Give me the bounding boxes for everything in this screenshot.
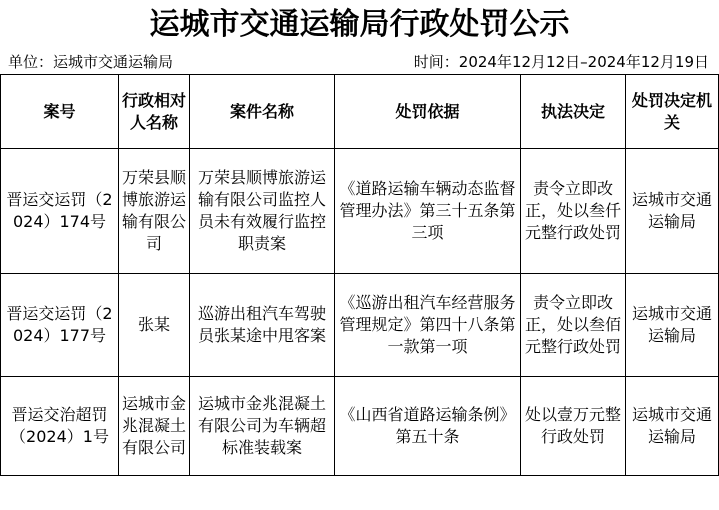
publication-period: 时间：2024年12月12日–2024年12月19日 — [413, 53, 709, 71]
cell-authority: 运城市交通运输局 — [626, 377, 719, 476]
table-row — [1, 149, 719, 274]
cell-case-no: 晋运交运罚（2024）177号 — [1, 274, 119, 377]
header-decision: 执法决定 — [521, 75, 626, 149]
cell-case-name: 万荣县顺博旅游运输有限公司监控人员未有效履行监控职责案 — [190, 149, 335, 274]
header-party: 行政相对人名称 — [119, 75, 190, 149]
issuing-unit: 单位：运城市交通运输局 — [8, 53, 174, 71]
table-row — [1, 377, 719, 476]
table-header-row — [1, 75, 719, 149]
cell-case-no: 晋运交运罚（2024）174号 — [1, 149, 119, 274]
cell-basis: 《巡游出租汽车经营服务管理规定》第四十八条第一款第一项 — [335, 274, 521, 377]
cell-authority: 运城市交通运输局 — [626, 274, 719, 377]
header-case-name: 案件名称 — [190, 75, 335, 149]
cell-basis: 《山西省道路运输条例》第五十条 — [335, 377, 521, 476]
cell-basis: 《道路运输车辆动态监督管理办法》第三十五条第三项 — [335, 149, 521, 274]
cell-party: 张某 — [119, 274, 190, 377]
cell-authority: 运城市交通运输局 — [626, 149, 719, 274]
header-authority: 处罚决定机关 — [626, 75, 719, 149]
cell-case-name: 运城市金兆混凝土有限公司为车辆超标准装载案 — [190, 377, 335, 476]
header-basis: 处罚依据 — [335, 75, 521, 149]
penalty-table — [0, 74, 719, 476]
cell-case-no: 晋运交治超罚（2024）1号 — [1, 377, 119, 476]
cell-decision: 责令立即改正，处以叁佰元整行政处罚 — [521, 274, 626, 377]
header-case-no: 案号 — [1, 75, 119, 149]
page-title: 运城市交通运输局行政处罚公示 — [149, 7, 570, 42]
cell-party: 万荣县顺博旅游运输有限公司 — [119, 149, 190, 274]
cell-decision: 处以壹万元整行政处罚 — [521, 377, 626, 476]
cell-decision: 责令立即改正，处以叁仟元整行政处罚 — [521, 149, 626, 274]
table-row — [1, 274, 719, 377]
cell-party: 运城市金兆混凝土有限公司 — [119, 377, 190, 476]
cell-case-name: 巡游出租汽车驾驶员张某途中甩客案 — [190, 274, 335, 377]
